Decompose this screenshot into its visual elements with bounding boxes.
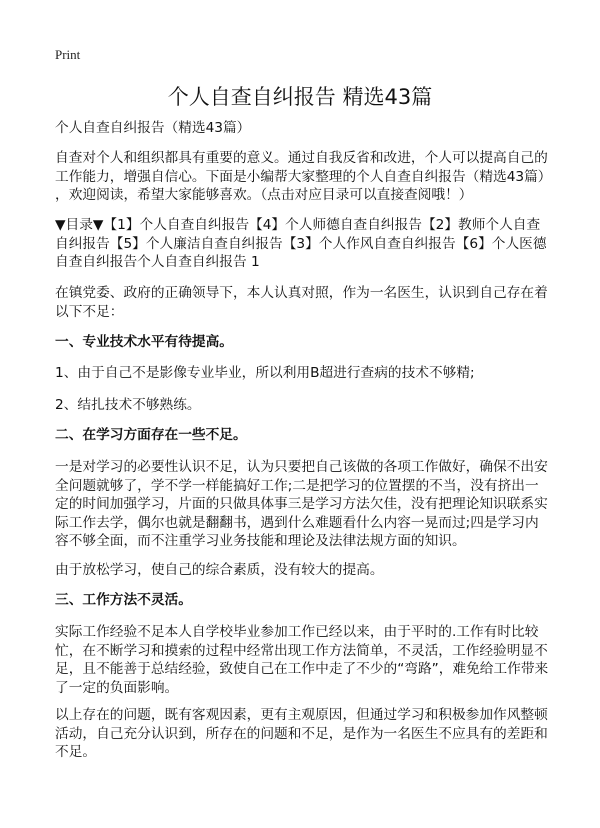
toc-line[interactable]: 自纠报告【5】个人廉洁自查自纠报告【3】个人作风自查自纠报告【6】个人医德 [55,235,547,252]
toc-line[interactable]: 自查自纠报告个人自查自纠报告 1 [55,254,260,270]
text-line: 活动，自己充分认识到，所存在的问题和不足，是作为一名医生不应具有的差距和 [55,725,548,742]
subtitle: 个人自查自纠报告（精选43篇） [55,120,251,136]
paragraph [55,458,555,551]
intro-paragraph [55,149,555,205]
text-line: 自查对个人和组织都具有重要的意义。通过自我反省和改进，个人可以提高自己的 [55,150,548,166]
text-line: ，欢迎阅读，希望大家能够喜欢。（点击对应目录可以直接查阅哦！） [55,187,473,203]
paragraph [55,284,555,321]
section-heading-3: 三、工作方法不灵活。 [55,592,192,608]
list-item: 2、结扎技术不够熟练。 [55,397,201,413]
paragraph: 由于放松学习，使自己的综合素质，没有较大的提高。 [55,562,384,578]
section-heading-2: 二、在学习方面存在一些不足。 [55,427,247,443]
text-line: 工作能力，增强自信心。下面是小编帮大家整理的个人自查自纠报告（精选43篇） [55,168,552,185]
text-line: 定的时间加强学习，片面的只做具体事三是学习方法欠佳，没有把理论知识联系实 [55,496,548,512]
page-title: 个人自查自纠报告 精选43篇 [167,85,433,109]
text-line: 一是对学习的必要性认识不足，认为只要把自己该做的各项工作做好，确保不出安 [55,459,548,475]
text-line: 不足。 [55,744,97,760]
text-line: 全问题就够了，学不学一样能搞好工作;二是把学习的位置摆的不当，没有挤出一 [55,477,539,494]
text-line: 在镇党委、政府的正确领导下，本人认真对照，作为一名医生，认识到自己存在着 [55,285,548,301]
toc-line[interactable]: ▼目录▼【1】个人自查自纠报告【4】个人师德自查自纠报告【2】教师个人自查 [55,217,541,233]
text-line: 了一定的负面影响。 [55,679,179,696]
paragraph [55,706,555,762]
list-item: 1、由于自己不是影像专业毕业，所以利用B超进行查病的技术不够精; [55,365,475,381]
section-heading-1: 一、专业技术水平有待提高。 [55,334,233,350]
text-line: 实际工作经验不足本人自学校毕业参加工作已经以来，由于平时的.工作有时比较 [55,624,539,640]
text-line: 忙，在不断学习和摸索的过程中经常出现工作方法简单，不灵活，工作经验明显不 [55,642,548,659]
text-line: 容不够全面，而不注重学习业务技能和理论及法律法规方面的知识。 [55,533,466,549]
text-line: 际工作去学，偶尔也就是翻翻书，遇到什么难题看什么内容一晃而过;四是学习内 [55,514,539,531]
text-line: 以上存在的问题，既有客观因素，更有主观原因，但通过学习和积极参加作风整顿 [55,707,548,723]
text-line: 以下不足： [55,303,124,320]
paragraph [55,623,555,697]
text-line: 足，且不能善于总结经验，致使自己在工作中走了不少的“弯路”，难免给工作带来 [55,661,549,677]
print-link[interactable]: Print [55,47,81,62]
table-of-contents[interactable] [55,216,555,272]
